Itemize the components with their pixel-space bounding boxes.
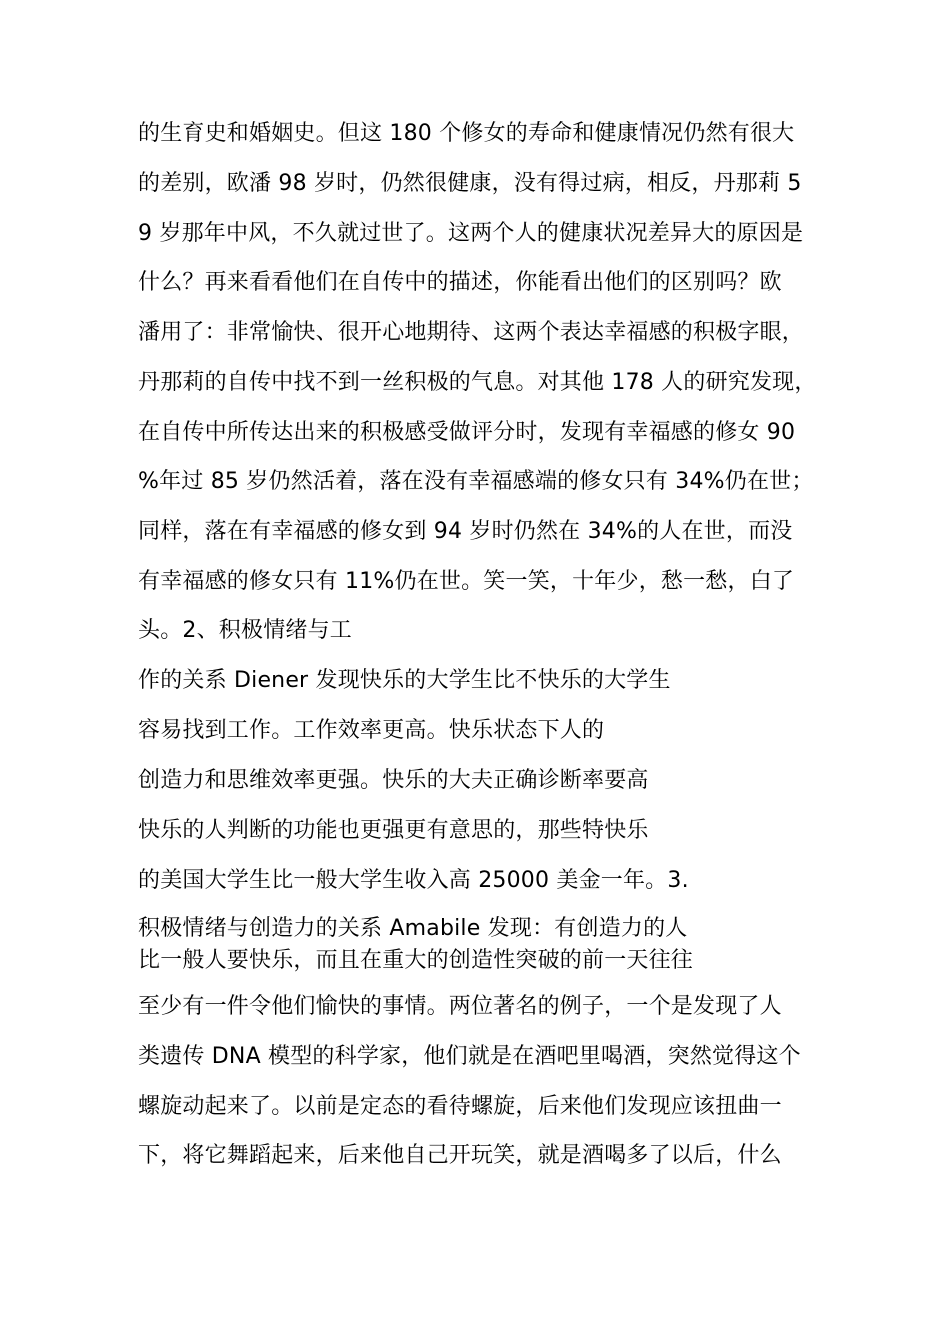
text-line: 下，将它舞蹈起来，后来他自己开玩笑，就是酒喝多了以后，什么 xyxy=(138,1143,782,1168)
text-line: 至少有一件令他们愉快的事情。两位著名的例子，一个是发现了人 xyxy=(138,994,782,1019)
text-line: 在自传中所传达出来的积极感受做评分时，发现有幸福感的修女 90 xyxy=(138,420,796,445)
text-line: 什么？再来看看他们在自传中的描述，你能看出他们的区别吗？欧 xyxy=(138,270,782,295)
text-line: 快乐的人判断的功能也更强更有意思的，那些特快乐 xyxy=(138,818,649,843)
text-line: 的美国大学生比一般大学生收入高 25000 美金一年。3. xyxy=(138,868,689,893)
text-line: 潘用了：非常愉快、很开心地期待、这两个表达幸福感的积极字眼， xyxy=(138,320,805,345)
text-line: 比一般人要快乐，而且在重大的创造性突破的前一天往往 xyxy=(138,948,694,973)
text-line: 类遗传 DNA 模型的科学家，他们就是在酒吧里喝酒，突然觉得这个 xyxy=(138,1044,801,1069)
text-line: 的差别，欧潘 98 岁时，仍然很健康，没有得过病，相反，丹那莉 5 xyxy=(138,171,802,196)
text-line: 创造力和思维效率更强。快乐的大夫正确诊断率要高 xyxy=(138,768,649,793)
text-line: 有幸福感的修女只有 11%仍在世。笑一笑，十年少，愁一愁，白了 xyxy=(138,569,795,594)
text-line: 同样，落在有幸福感的修女到 94 岁时仍然在 34%的人在世，而没 xyxy=(138,519,793,544)
text-line: 9 岁那年中风，不久就过世了。这两个人的健康状况差异大的原因是 xyxy=(138,221,804,246)
text-line: 螺旋动起来了。以前是定态的看待螺旋，后来他们发现应该扭曲一 xyxy=(138,1094,782,1119)
text-line: 积极情绪与创造力的关系 Amabile 发现：有创造力的人 xyxy=(138,916,688,941)
text-line: 丹那莉的自传中找不到一丝积极的气息。对其他 178 人的研究发现， xyxy=(138,370,817,395)
text-line: 作的关系 Diener 发现快乐的大学生比不快乐的大学生 xyxy=(138,668,671,693)
text-line: 容易找到工作。工作效率更高。快乐状态下人的 xyxy=(138,718,605,743)
text-line: %年过 85 岁仍然活着，落在没有幸福感端的修女只有 34%仍在世； xyxy=(138,469,814,494)
text-line: 的生育史和婚姻史。但这 180 个修女的寿命和健康情况仍然有很大 xyxy=(138,121,795,146)
text-line: 头。2、积极情绪与工 xyxy=(138,618,352,643)
